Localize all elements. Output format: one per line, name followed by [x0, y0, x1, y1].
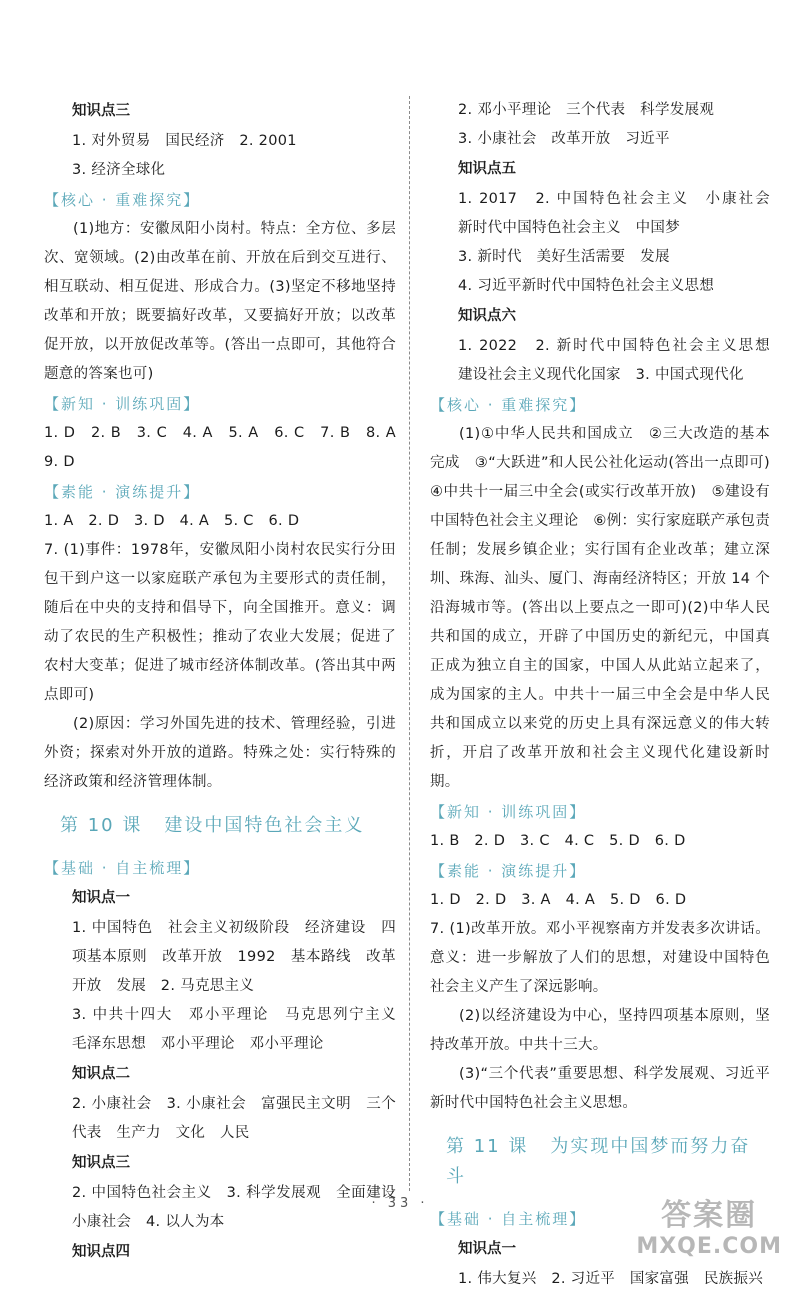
page-number: · 33 · [371, 1196, 429, 1211]
core-answer-paragraph: (1)地方：安徽凤阳小岗村。特点：全方位、多层次、宽领域。(2)由改革在前、开放在后到交互进行、相互联动、相互促进、形成合力。(3)坚定不移地坚持改革和开放；既要搞好改革，又要搞好开放；以改革促开放，以开放促改革等。(答出一点即可，其他符合题意的答案也可) [44, 221, 396, 382]
knowledge-point-1-heading: 知识点一 [458, 1241, 516, 1257]
train-answers: 1. D 2. B 3. C 4. A 5. A 6. C 7. B 8. A 9. D [44, 425, 411, 470]
knowledge-point-5-heading: 知识点五 [458, 161, 516, 177]
right-column [430, 96, 785, 1294]
drill-answers: 1. D 2. D 3. A 4. A 5. D 6. D [430, 892, 687, 908]
lesson-10-heading [44, 811, 396, 841]
answer-line: 4. 习近平新时代中国特色社会主义思想 [458, 278, 715, 294]
column-divider [409, 96, 410, 1191]
answer-paragraph: 1. 中国特色 社会主义初级阶段 经济建设 四项基本原则 改革开放 1992 基本路线 改革开放 发展 2. 马克思主义 [72, 920, 396, 994]
watermark-logo: 答案圈 [661, 1198, 758, 1233]
lesson-title: 为实现中国梦而努力奋斗 [446, 1136, 751, 1187]
watermark [636, 1190, 782, 1259]
watermark-url: MXQE.COM [636, 1234, 782, 1259]
knowledge-point-3-heading: 知识点三 [72, 103, 130, 119]
question-7-part-1: 7. (1)改革开放。邓小平视察南方并发表多次讲话。意义：进一步解放了人们的思想，对建设中国特色社会主义产生了深远影响。 [430, 921, 770, 995]
answer-paragraph: 2. 小康社会 3. 小康社会 富强民主文明 三个代表 生产力 文化 人民 [72, 1096, 396, 1141]
knowledge-point-2-heading: 知识点二 [72, 1066, 130, 1082]
answer-line: 2. 邓小平理论 三个代表 科学发展观 [458, 102, 715, 118]
section-drill-heading: 【素能 · 演练提升】 [44, 483, 201, 501]
answer-line: 1. 对外贸易 国民经济 2. 2001 [72, 133, 297, 149]
section-drill-heading: 【素能 · 演练提升】 [430, 862, 587, 880]
knowledge-point-6-heading: 知识点六 [458, 308, 516, 324]
answer-line: 3. 经济全球化 [72, 162, 166, 178]
knowledge-point-3b-heading: 知识点三 [72, 1155, 130, 1171]
core-answer-paragraph: (1)①中华人民共和国成立 ②三大改造的基本完成 ③“大跃进”和人民公社化运动(答出一点即可) ④中共十一届三中全会(或实行改革开放) ⑤建设有中国特色社会主义理论 ⑥例：实行家庭联产承包责任制；发展乡镇企业；实行国有企业改革；建立深圳、珠海、汕头、厦门、海南经济特区；开放 14 个沿海城市等。(答出以上要点之一即可)(2)中华人民共和国的成立，开辟了中国历史的新纪元，中国真正成为独立自主的国家，中国人从此站立起来了，成为国家的主人。中共十一届三中全会是中华人民共和国成立以来党的历史上具有深远意义的伟大转折，开启了改革开放和社会主义现代化建设新时期。 [430, 426, 785, 790]
lesson-number: 第 10 课 [60, 815, 143, 836]
train-answers: 1. B 2. D 3. C 4. C 5. D 6. D [430, 833, 686, 849]
answer-paragraph: 1. 2022 2. 新时代中国特色社会主义思想 建设社会主义现代化国家 3. 中国式现代化 [458, 338, 785, 383]
question-7-part-2: (2)以经济建设为中心，坚持四项基本原则，坚持改革开放。中共十三大。 [430, 1008, 770, 1053]
answer-line: 3. 新时代 美好生活需要 发展 [458, 249, 670, 265]
answer-line: 3. 小康社会 改革开放 习近平 [458, 131, 670, 147]
question-7-part-2: (2)原因：学习外国先进的技术、管理经验，引进外资；探索对外开放的道路。特殊之处：实行特殊的经济政策和经济管理体制。 [44, 716, 396, 790]
section-train-heading: 【新知 · 训练巩固】 [44, 395, 201, 413]
section-basic-heading: 【基础 · 自主梳理】 [430, 1210, 587, 1228]
knowledge-point-1-heading: 知识点一 [72, 890, 130, 906]
section-core-heading: 【核心 · 重难探究】 [430, 396, 587, 414]
section-train-heading: 【新知 · 训练巩固】 [430, 803, 587, 821]
question-7-part-3: (3)“三个代表”重要思想、科学发展观、习近平新时代中国特色社会主义思想。 [430, 1066, 770, 1111]
answer-paragraph: 1. 2017 2. 中国特色社会主义 小康社会 新时代中国特色社会主义 中国梦 [458, 191, 785, 236]
lesson-title: 建设中国特色社会主义 [164, 815, 365, 836]
question-7-part-1: 7. (1)事件：1978年，安徽凤阳小岗村农民实行分田包干到户这一以家庭联产承包为主要形式的责任制，随后在中央的支持和倡导下，向全国推开。意义：调动了农民的生产积极性；推动了农业大发展；促进了农村大变革；促进了城市经济体制改革。(答出其中两点即可) [44, 542, 396, 703]
answer-paragraph: 3. 中共十四大 邓小平理论 马克思列宁主义 毛泽东思想 邓小平理论 邓小平理论 [72, 1007, 411, 1052]
lesson-11-heading [430, 1132, 770, 1192]
lesson-number: 第 11 课 [446, 1136, 529, 1157]
section-basic-heading: 【基础 · 自主梳理】 [44, 859, 201, 877]
answer-paragraph: 2. 中国特色社会主义 3. 科学发展观 全面建设小康社会 4. 以人为本 [72, 1185, 396, 1230]
section-core-heading: 【核心 · 重难探究】 [44, 191, 201, 209]
drill-answers: 1. A 2. D 3. D 4. A 5. C 6. D [44, 513, 300, 529]
answer-line: 1. 伟大复兴 2. 习近平 国家富强 民族振兴 [458, 1271, 764, 1287]
knowledge-point-4-heading: 知识点四 [72, 1244, 130, 1260]
